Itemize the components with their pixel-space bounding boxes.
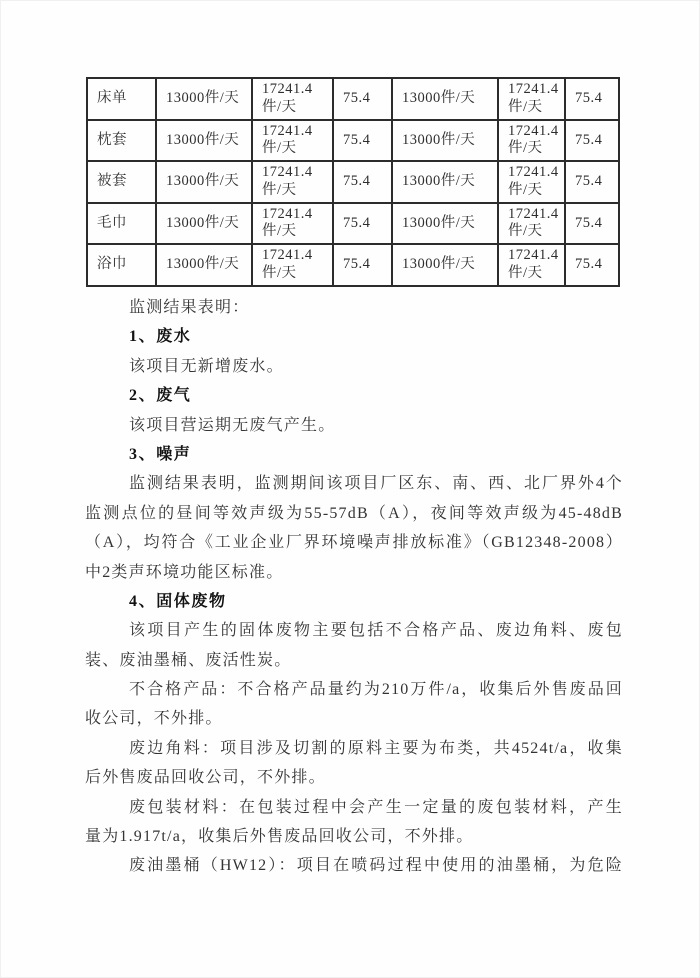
table-cell: 17241.4件/天 [498,244,565,286]
table-cell: 13000件/天 [156,244,252,286]
table-cell: 17241.4件/天 [252,161,333,203]
table-cell: 17241.4件/天 [252,120,333,162]
table-cell: 75.4 [333,161,392,203]
table-cell: 13000件/天 [392,78,498,120]
table-cell: 17241.4件/天 [252,244,333,286]
table-cell: 13000件/天 [392,244,498,286]
table-cell-product: 毛巾 [87,203,156,245]
table-row-bath-towel [87,244,619,286]
table-cell: 13000件/天 [156,203,252,245]
table-row-bedsheet [87,78,619,120]
heading-solid-waste: 4、固体废物 [129,592,227,610]
heading-wastewater: 1、废水 [129,328,192,346]
table-cell: 75.4 [333,120,392,162]
table-cell: 75.4 [565,78,619,120]
table-row-duvet-cover [87,161,619,203]
table-cell: 17241.4件/天 [498,120,565,162]
table-cell: 13000件/天 [392,120,498,162]
body-line: 不合格产品：不合格产品量约为210万件/a，收集后外售废品回 [129,681,623,699]
body-line: 装、废油墨桶、废活性炭。 [85,651,292,669]
table-cell: 17241.4件/天 [252,203,333,245]
table-cell: 75.4 [565,244,619,286]
body-line: 量为1.917t/a，收集后外售废品回收公司，不外排。 [85,828,474,846]
body-line: 该项目无新增废水。 [129,357,284,375]
body-line: 废包装材料：在包装过程中会产生一定量的废包装材料，产生 [129,798,623,816]
table-cell-product: 床单 [87,78,156,120]
table-cell-product: 浴巾 [87,244,156,286]
body-line: 中2类声环境功能区标准。 [85,563,284,581]
table-cell-product: 枕套 [87,120,156,162]
table-cell: 75.4 [565,203,619,245]
table-cell: 75.4 [565,161,619,203]
table-cell: 13000件/天 [156,161,252,203]
body-line: 该项目营运期无废气产生。 [129,416,336,434]
table-cell: 13000件/天 [392,161,498,203]
table-cell: 75.4 [333,78,392,120]
table-cell: 75.4 [565,120,619,162]
body-line: 废边角料：项目涉及切割的原料主要为布类，共4524t/a，收集 [129,739,623,757]
report-body [85,293,623,881]
body-line: 该项目产生的固体废物主要包括不合格产品、废边角料、废包 [129,622,623,640]
body-line-intro: 监测结果表明： [129,299,250,316]
table-cell: 13000件/天 [156,120,252,162]
table-cell: 17241.4件/天 [498,203,565,245]
heading-noise: 3、噪声 [129,445,192,463]
table-row-pillowcase [87,120,619,162]
table-cell-product: 被套 [87,161,156,203]
table-cell: 17241.4件/天 [252,78,333,120]
table-cell: 17241.4件/天 [498,78,565,120]
table-cell: 75.4 [333,244,392,286]
table-row-towel [87,203,619,245]
body-line: 后外售废品回收公司，不外排。 [85,769,326,787]
body-line: 收公司，不外排。 [85,710,223,728]
table-cell: 13000件/天 [392,203,498,245]
body-line: 监测点位的昼间等效声级为55-57dB（A），夜间等效声级为45-48dB [85,504,623,522]
body-line: 监测结果表明，监测期间该项目厂区东、南、西、北厂界外4个 [129,475,623,493]
body-line: 废油墨桶（HW12）：项目在喷码过程中使用的油墨桶，为危险 [129,857,623,875]
body-line: （A），均符合《工业企业厂界环境噪声排放标准》（GB12348-2008） [85,534,623,552]
heading-waste-gas: 2、废气 [129,387,192,405]
production-capacity-table [86,77,620,287]
table-cell: 75.4 [333,203,392,245]
table-cell: 17241.4件/天 [498,161,565,203]
table-cell: 13000件/天 [156,78,252,120]
